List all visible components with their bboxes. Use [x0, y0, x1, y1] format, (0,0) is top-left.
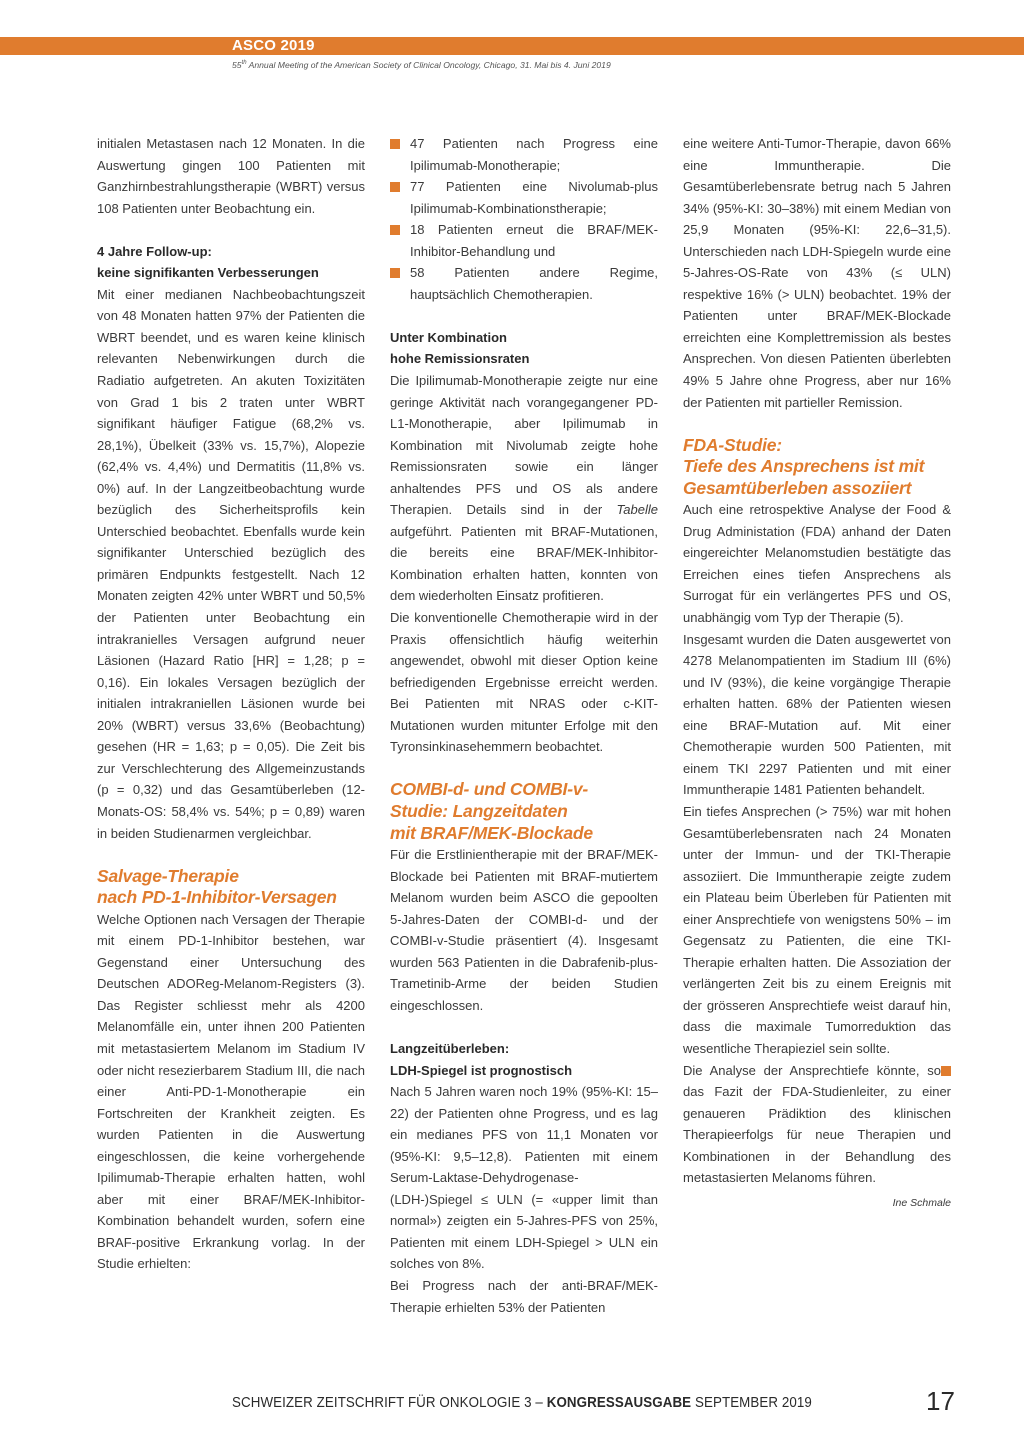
paragraph: Die konventionelle Chemotherapie wird in der Praxis offensichtlich häufig weiterhin angewendet, obwohl mit dieser Option keine befriedigenden Ergebnisse erreicht werden. Bei Patienten mit NRAS oder c-KIT-Mutationen wurden mitunter Erfolge mit den Tyronsinkinasehemmern beobachtet.: [390, 610, 658, 755]
list-item: 47 Patienten nach Progress eine Ipilimumab-Monotherapie;: [390, 133, 658, 176]
author-name: Ine Schmale: [892, 1196, 951, 1209]
subheading-follow-up: 4 Jahre Follow-up: keine signifikanten Verbesserungen: [97, 243, 319, 281]
conference-subtitle: 55th Annual Meeting of the American Society of Clinical Oncology, Chicago, 31. Mai bis 4. Juni 2019: [232, 60, 611, 70]
column-1: [97, 133, 365, 1275]
heading-salvage-therapie: Salvage-Therapie nach PD-1-Inhibitor-Versagen: [97, 865, 337, 908]
column-3: [683, 133, 951, 1211]
footer-journal: SCHWEIZER ZEITSCHRIFT FÜR ONKOLOGIE 3 – KONGRESSAUSGABE SEPTEMBER 2019: [232, 1395, 812, 1411]
table-reference: Tabelle: [616, 502, 658, 518]
conference-title: ASCO 2019: [232, 37, 315, 54]
paragraph: Für die Erstlinientherapie mit der BRAF/MEK-Blockade bei Patienten mit BRAF-mutiertem Melanom wurden beim ASCO die gepoolten 5-Jahres-Daten der COMBI-d- und der COMBI-v-Studie präsentiert (4). Insgesamt wurden 563 Patienten in die Dabrafenib-plus-Trametinib-Arme der beiden Studien eingeschlossen.: [390, 847, 658, 1013]
paragraph: Die Analyse der Ansprechtiefe könnte, so das Fazit der FDA-Studienleiter, zu einer genaueren Prädiktion des klinischen Therapieerfolgs für neue Therapien und Kombinationen in der Behandlung des metastasierten Melanoms führen.: [683, 1062, 951, 1186]
end-square-icon: [941, 1066, 951, 1076]
page-number: 17: [926, 1386, 955, 1416]
paragraph: initialen Metastasen nach 12 Monaten. In die Auswertung gingen 100 Patienten mit Ganzhirnbestrahlungstherapie (WBRT) versus 108 Patienten unter Beobachtung ein.: [97, 136, 365, 216]
subheading-langzeitueberleben: Langzeitüberleben: LDH-Spiegel ist prognostisch: [390, 1040, 573, 1078]
bullet-list: [390, 133, 658, 305]
column-2: [390, 133, 658, 1318]
paragraph: Die Ipilimumab-Monotherapie zeigte nur eine geringe Aktivität nach vorangegangener PD-L1-Monotherapie, aber Ipilimumab in Kombination mit Nivolumab zeigte hohe Remissionsraten sowie ein länger anhaltendes PFS und OS als andere Therapien. Details sind in der Tabelle aufgeführt. Patienten mit BRAF-Mutationen, die bereits eine BRAF/MEK-Inhibitor-Kombination erhalten hatten, konnten von dem wiederholten Einsatz profitieren.: [390, 373, 658, 604]
paragraph: eine weitere Anti-Tumor-Therapie, davon 66% eine Immuntherapie. Die Gesamtüberlebensrate betrug nach 5 Jahren 34% (95%-KI: 30–38%) mit einem Median von 25,9 Monaten (95%-KI: 22,6–31,5). Unterschieden nach LDH-Spiegeln wurde eine 5-Jahres-OS-Rate von 43% (≤ ULN) respektive 16% (> ULN) beobachtet. 19% der Patienten unter BRAF/MEK-Blockade erreichten eine Komplettremission als bestes Ansprechen. Von diesen Patienten überlebten 49% 5 Jahre ohne Progress, aber nur 16% der Patienten mit partieller Remission.: [683, 136, 951, 410]
paragraph: Ein tiefes Ansprechen (> 75%) war mit hohen Gesamtüberlebensraten nach 24 Monaten unter der Immun- und der TKI-Therapie assoziiert. Die Immuntherapie zeigte zudem ein Plateau beim Überleben für Patienten mit einer Ansprechtiefe von wenigstens 50% – im Gegensatz zu Patienten, die eine TKI-Therapie erhalten hatten. Die Assoziation der verlängerten Zeit bis zu einem Ereignis mit der grösseren Ansprechtiefe weist darauf hin, dass die maximale Tumorreduktion das wesentliche Therapieziel sein sollte.: [683, 803, 951, 1056]
list-item: 18 Patienten erneut die BRAF/MEK-Inhibitor-Behandlung und: [390, 219, 658, 262]
heading-combi-studie: COMBI-d- und COMBI-v- Studie: Langzeitdaten mit BRAF/MEK-Blockade: [390, 779, 593, 843]
paragraph: Insgesamt wurden die Daten ausgewertet von 4278 Melanompatienten im Stadium III (6%) und IV (93%), die keine vorgängige Therapie erhalten hatten. 68% der Patienten wiesen eine BRAF-Mutation auf. Mit einer Chemotherapie wurden 500 Patienten, mit einem TKI 2297 Patienten und mit einer Immuntherapie 1481 Patienten behandelt.: [683, 631, 951, 798]
subheading-kombination: Unter Kombination hohe Remissionsraten: [390, 329, 530, 367]
paragraph: Welche Optionen nach Versagen der Therapie mit einem PD-1-Inhibitor bestehen, war Gegenstand einer Untersuchung des Deutschen ADOReg-Melanom-Registers (3). Das Register schliesst mehr als 4200 Melanomfälle ein, unter ihnen 200 Patienten mit metastasiertem Melanom im Stadium IV oder nicht resezierbarem Stadium III, die nach einer Anti-PD-1-Monotherapie ein Fortschreiten der Krankheit zeigten. Es wurden Patienten in die Auswertung eingeschlossen, die keine vorhergehende Ipilimumab-Therapie erhalten hatten, wohl aber mit einer BRAF/MEK-Inhibitor-Kombination behandelt wurden, sofern eine BRAF-positive Erkrankung vorlag. In der Studie erhielten:: [97, 911, 365, 1272]
list-item: 77 Patienten eine Nivolumab-plus Ipilimumab-Kombinationstherapie;: [390, 176, 658, 219]
header-bar: [0, 37, 1024, 55]
list-item: 58 Patienten andere Regime, hauptsächlich Chemotherapien.: [390, 262, 658, 305]
paragraph: Nach 5 Jahren waren noch 19% (95%-KI: 15–22) der Patienten ohne Progress, und es lag ein medianes PFS von 11,1 Monaten vor (95%-KI: 9,5–12,8). Patienten mit einem Serum-Laktase-Dehydrogenase-(LDH-)Spiegel ≤ ULN (= «upper limit than normal») zeigten ein 5-Jahres-PFS von 25%, Patienten mit einem LDH-Spiegel > ULN ein solches von 8%.: [390, 1084, 658, 1272]
paragraph: Auch eine retrospektive Analyse der Food & Drug Administation (FDA) anhand der Daten eingereichter Melanomstudien bestätigte das Erreichen eines tiefen Ansprechens als Surrogat für ein verlängertes PFS und OS, unabhängig vom Typ der Therapie (5).: [683, 502, 951, 626]
paragraph: Bei Progress nach der anti-BRAF/MEK-Therapie erhielten 53% der Patienten: [390, 1277, 658, 1315]
heading-fda-studie: FDA-Studie: Tiefe des Ansprechens ist mit Gesamtüberleben assoziiert: [683, 434, 925, 498]
paragraph: Mit einer medianen Nachbeobachtungszeit von 48 Monaten hatten 97% der Patienten die WBRT beendet, und es waren keine klinisch relevanten Nebenwirkungen durch die Radiatio aufgetreten. An akuten Toxizitäten von Grad 1 bis 2 traten unter WBRT signifikant häufiger Fatigue (68,2% vs. 28,1%), Übelkeit (33% vs. 15,7%), Alopezie (62,4% vs. 4,4%) und Dermatitis (11,8% vs. 0%) auf. In der Langzeitbeobachtung wurde bezüglich des Sicherheitsprofils kein Unterschied beobachtet. Ebenfalls wurde kein signifikanter Unterschied bezüglich des primären Endpunkts festgestellt. Nach 12 Monaten zeigten 42% unter WBRT und 50,5% der Patienten unter Beobachtung ein intrakranielles Versagen aufgrund neuer Läsionen (Hazard Ratio [HR] = 1,28; p = 0,16). Ein lokales Versagen bezüglich der initialen intrakraniellen Läsionen wurde bei 20% (WBRT) versus 33,6% (Beobachtung) gesehen (HR = 1,63; p = 0,05). Die Zeit bis zur Verschlechterung des Allgemeinzustands (p = 0,32) und das Gesamtüberleben (12-Monats-OS: 58,4% vs. 54%; p = 0,89) waren in beiden Studienarmen vergleichbar.: [97, 286, 365, 841]
